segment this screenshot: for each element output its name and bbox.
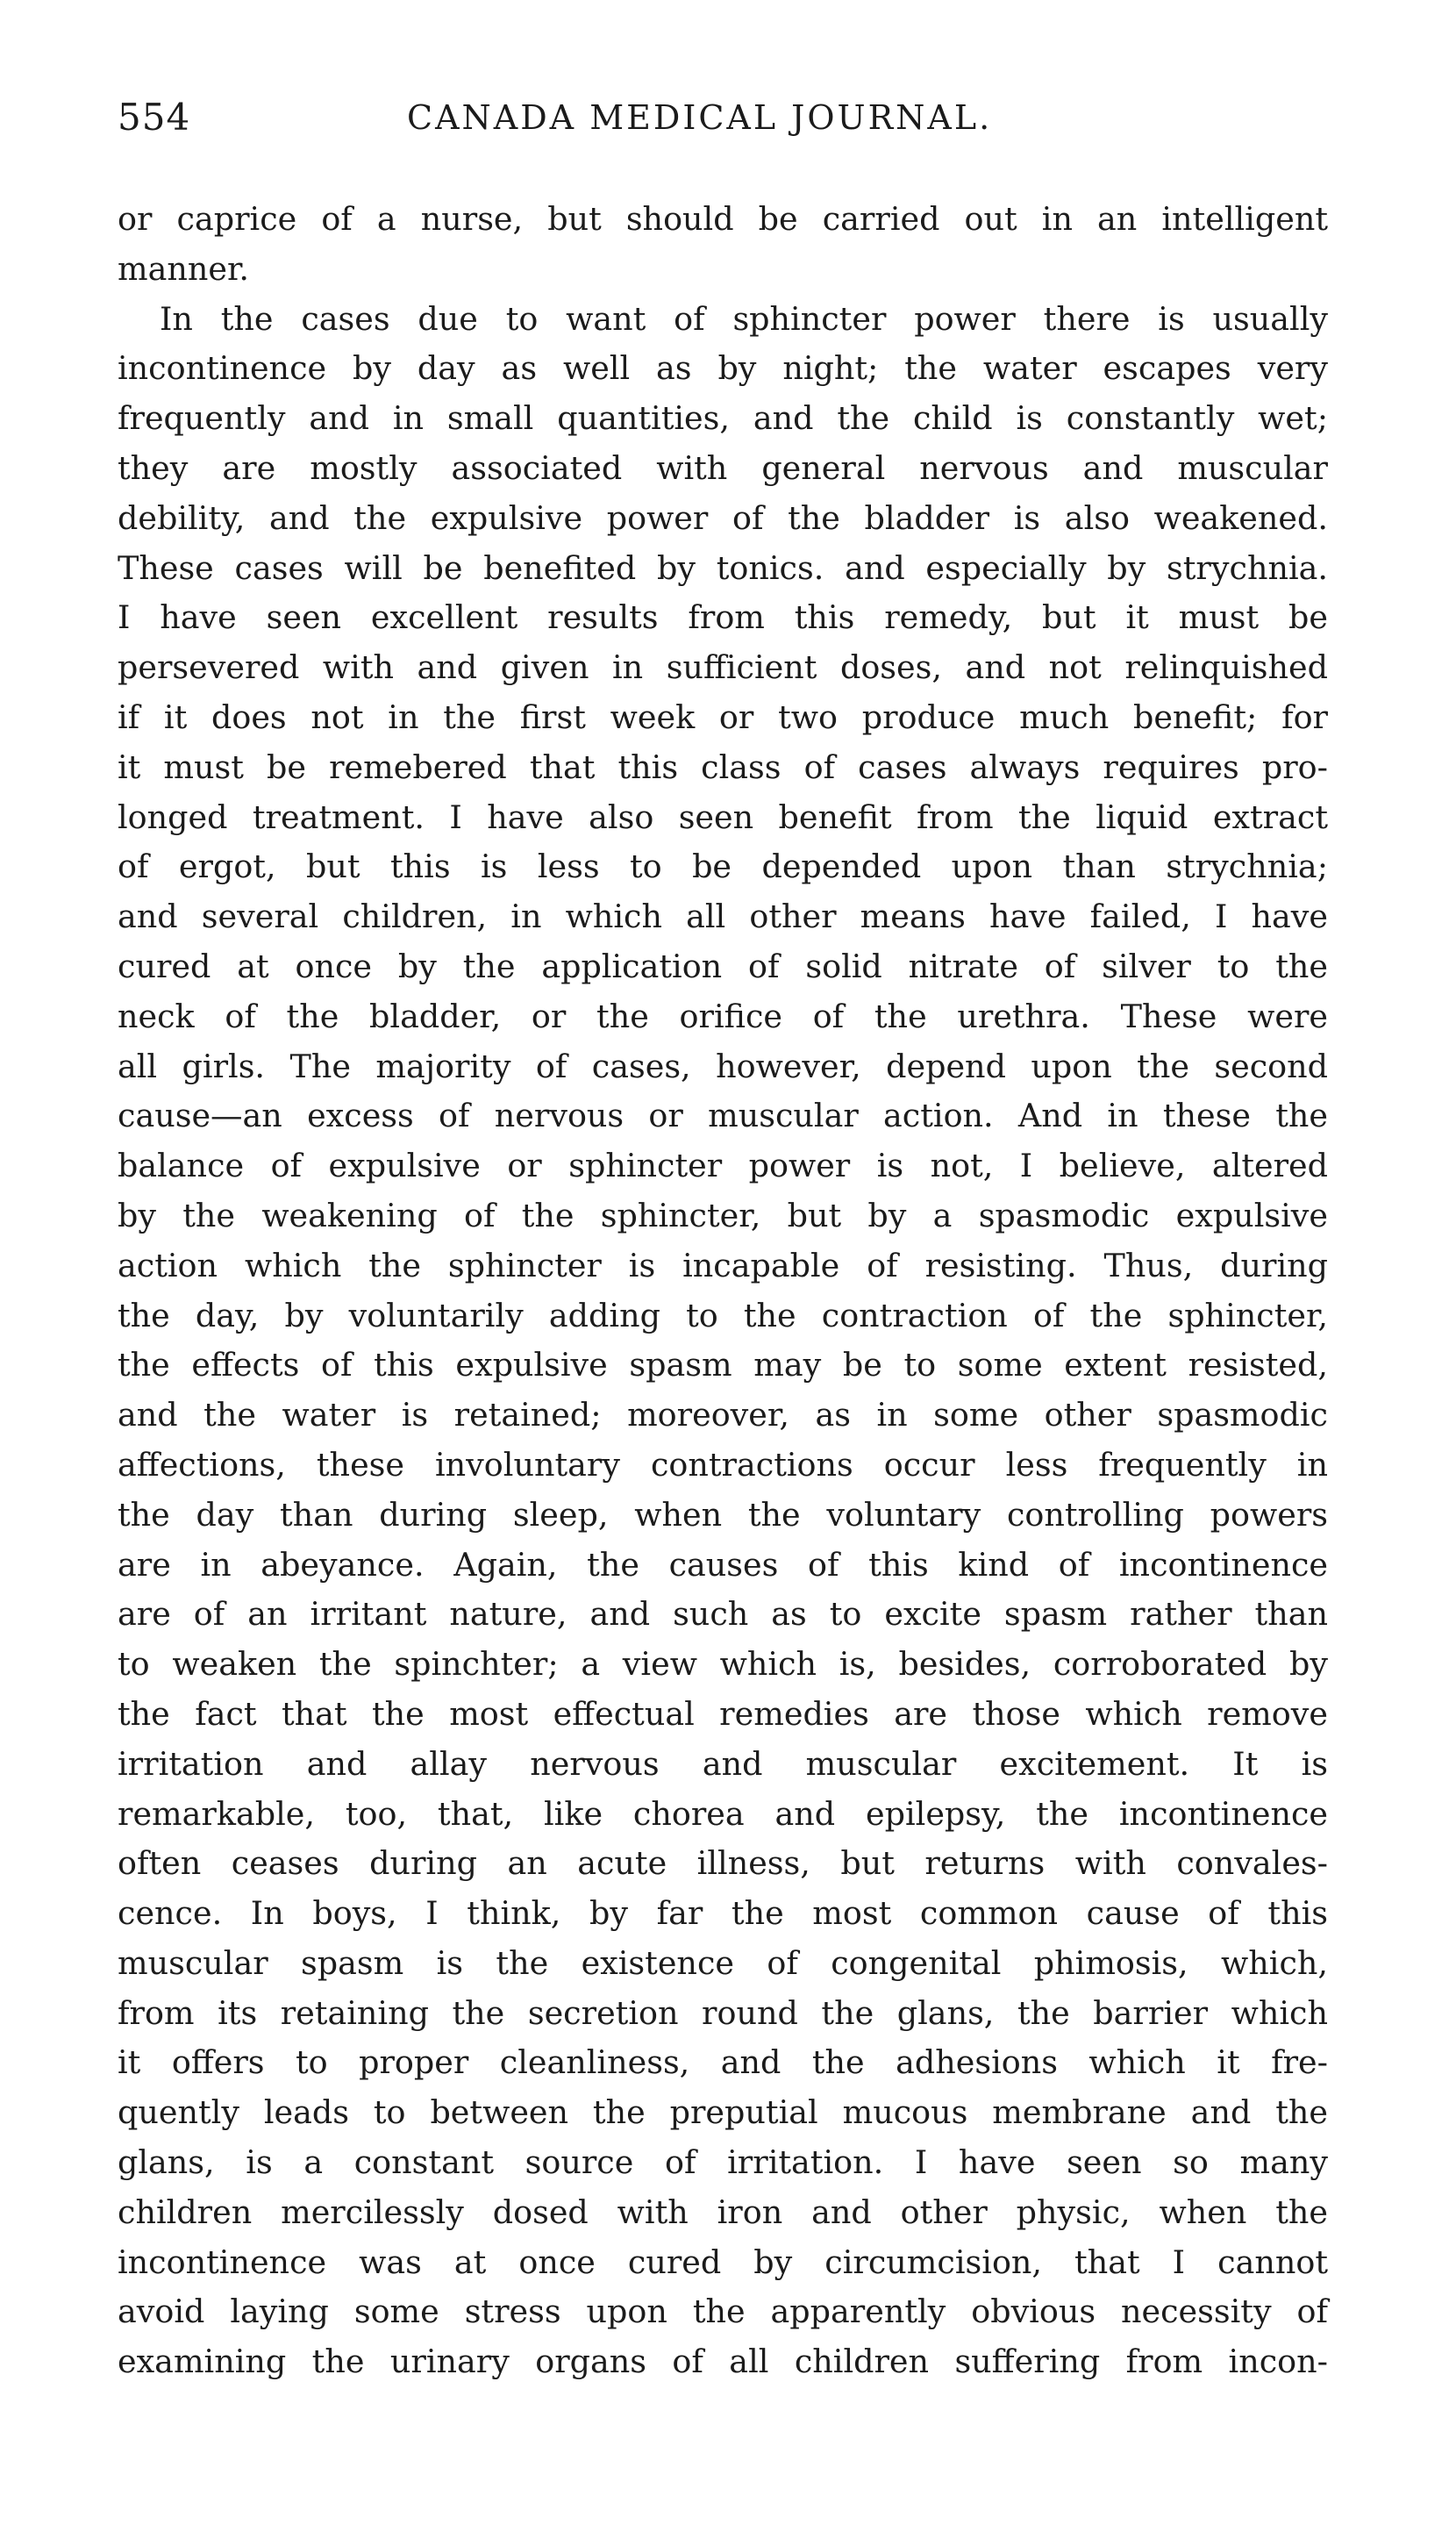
text-line: the day than during sleep, when the voluntary controlling powers	[118, 1495, 1328, 1534]
text-line: are of an irritant nature, and such as to excite spasm rather than	[118, 1595, 1328, 1634]
page-number: 554	[118, 96, 191, 139]
text-line: of ergot, but this is less to be depended upon than strychnia;	[118, 848, 1328, 886]
text-line: all girls. The majority of cases, however, depend upon the second	[118, 1047, 1328, 1085]
text-line: remarkable, too, that, like chorea and epilepsy, the incontinence	[118, 1794, 1328, 1833]
paragraph-first-line: In the cases due to want of sphincter power there is usually	[160, 299, 1328, 338]
text-line: affections, these involuntary contractions occur less frequently in	[118, 1445, 1328, 1484]
text-line: manner.	[118, 249, 250, 288]
text-line: action which the sphincter is incapable of resisting. Thus, during	[118, 1246, 1328, 1284]
page-header	[118, 91, 1345, 144]
body-text	[118, 195, 1328, 2387]
text-line: to weaken the spinchter; a view which is, besides, corroborated by	[118, 1645, 1328, 1684]
text-line: and several children, in which all other means have failed, I have	[118, 898, 1328, 936]
text-line: I have seen excellent results from this remedy, but it must be	[118, 598, 1328, 637]
text-line: irritation and allay nervous and muscular excitement. It is	[118, 1744, 1328, 1783]
text-line: muscular spasm is the existence of congenital phimosis, which,	[118, 1943, 1328, 1982]
text-line: incontinence by day as well as by night; the water escapes very	[118, 349, 1328, 388]
text-line: These cases will be benefited by tonics. and especially by strychnia.	[118, 548, 1328, 587]
text-line: incontinence was at once cured by circumcision, that I cannot	[118, 2242, 1328, 2281]
text-line: longed treatment. I have also seen benefit from the liquid extract	[118, 798, 1328, 836]
text-line: by the weakening of the sphincter, but by a spasmodic expulsive	[118, 1196, 1328, 1234]
running-head: CANADA MEDICAL JOURNAL.	[407, 98, 993, 137]
text-line: balance of expulsive or sphincter power is not, I believe, altered	[118, 1147, 1328, 1185]
text-line: avoid laying some stress upon the apparently obvious necessity of	[118, 2292, 1328, 2331]
text-line: are in abeyance. Again, the causes of this kind of incontinence	[118, 1545, 1328, 1584]
text-line: often ceases during an acute illness, but returns with convales-	[118, 1844, 1328, 1883]
text-line: the day, by voluntarily adding to the contraction of the sphincter,	[118, 1296, 1328, 1334]
text-line: it must be remebered that this class of cases always requires pro-	[118, 747, 1328, 786]
text-line: cause—an excess of nervous or muscular action. And in these the	[118, 1097, 1328, 1135]
text-line: frequently and in small quantities, and the child is constantly wet;	[118, 399, 1328, 438]
text-line: from its retaining the secretion round the glans, the barrier which	[118, 1993, 1328, 2032]
text-line: cured at once by the application of solid nitrate of silver to the	[118, 947, 1328, 985]
text-line: it offers to proper cleanliness, and the adhesions which it fre-	[118, 2043, 1328, 2082]
text-line: the fact that the most effectual remedies are those which remove	[118, 1694, 1328, 1733]
text-line: or caprice of a nurse, but should be carried out in an intelligent	[118, 200, 1328, 238]
text-line: quently leads to between the preputial mucous membrane and the	[118, 2093, 1328, 2132]
text-line: and the water is retained; moreover, as in some other spasmodic	[118, 1396, 1328, 1434]
text-line: cence. In boys, I think, by far the most common cause of this	[118, 1894, 1328, 1933]
text-line: the effects of this expulsive spasm may be to some extent resisted,	[118, 1346, 1328, 1384]
text-line: persevered with and given in sufficient doses, and not relinquished	[118, 648, 1328, 687]
text-line: examining the urinary organs of all children suffering from incon-	[118, 2342, 1328, 2381]
text-line: if it does not in the first week or two produce much benefit; for	[118, 697, 1328, 736]
text-line: children mercilessly dosed with iron and other physic, when the	[118, 2192, 1328, 2231]
text-line: they are mostly associated with general nervous and muscular	[118, 448, 1328, 487]
text-line: neck of the bladder, or the orifice of the urethra. These were	[118, 997, 1328, 1035]
text-line: debility, and the expulsive power of the bladder is also weakened.	[118, 498, 1328, 537]
text-line: glans, is a constant source of irritation. I have seen so many	[118, 2143, 1328, 2182]
